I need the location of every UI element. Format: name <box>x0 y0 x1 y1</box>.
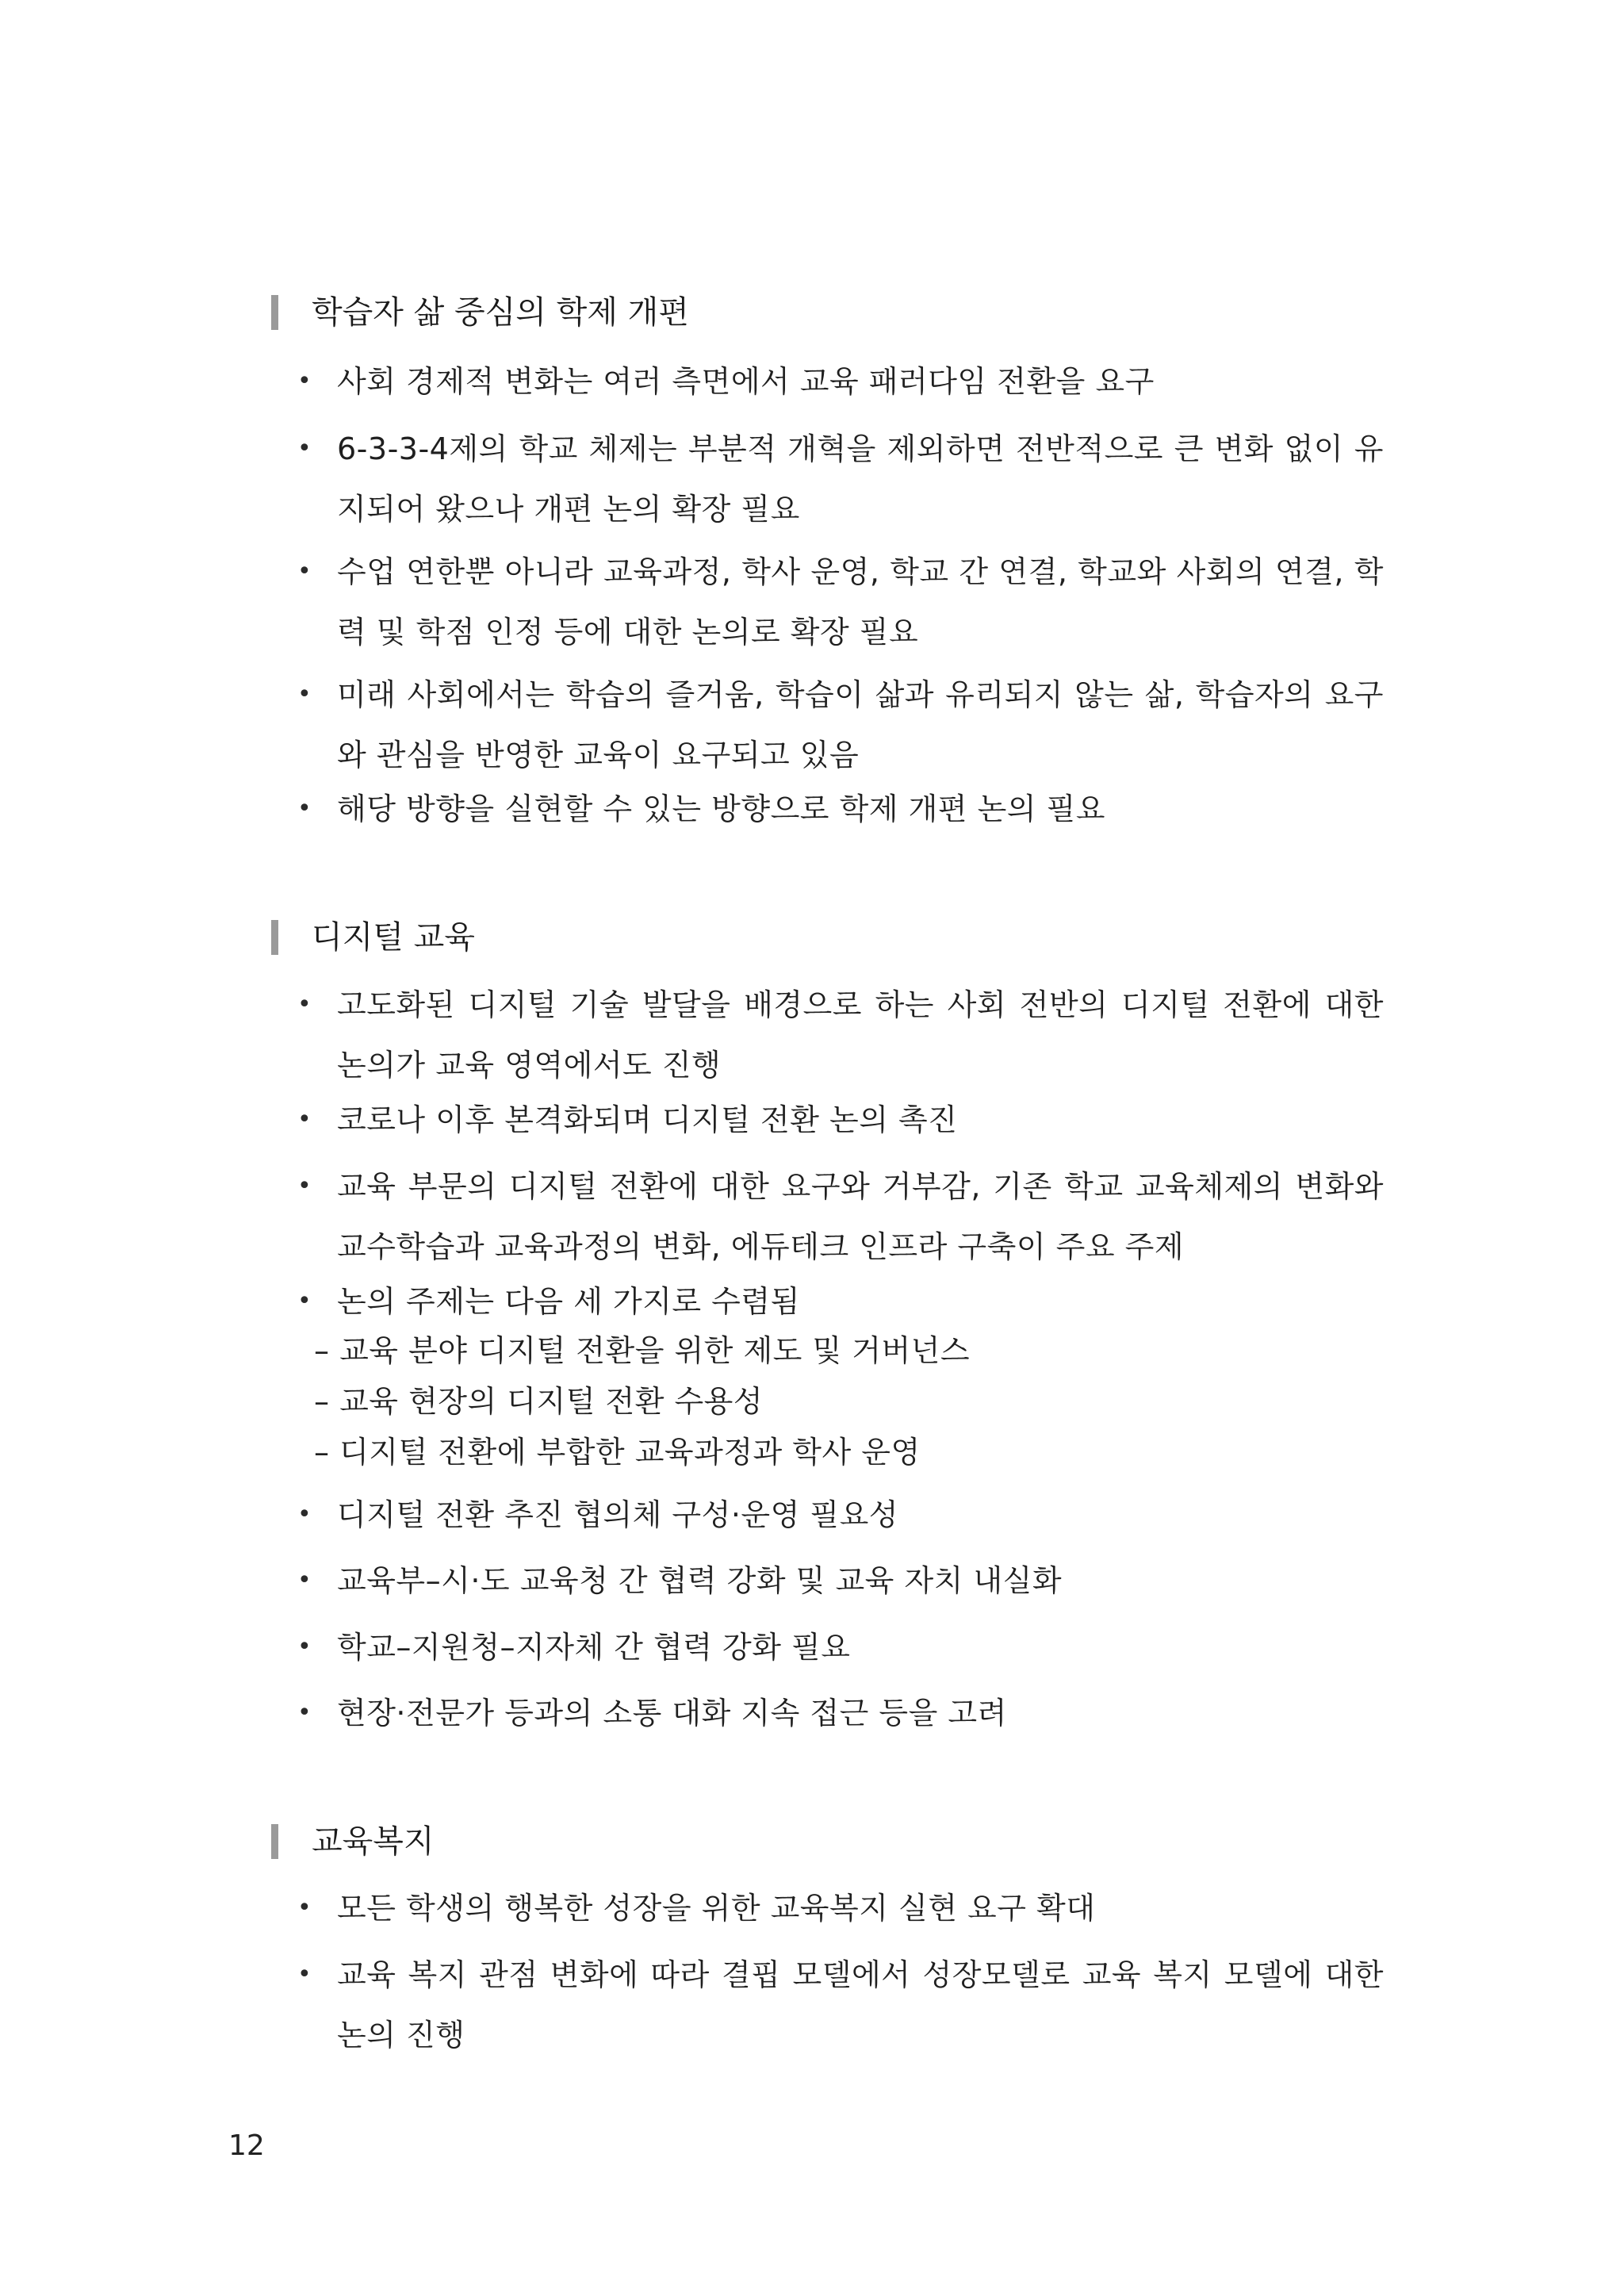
list-item <box>297 1271 1423 1332</box>
list-item-text: 교육부–시·도 교육청 간 협력 강화 및 교육 자치 내실화 <box>337 1563 1063 1598</box>
section-title: 디지털 교육 <box>312 919 475 956</box>
section-heading-digital-education <box>271 914 475 961</box>
list-item <box>297 1945 1423 2065</box>
bullet-icon: • <box>297 558 312 585</box>
section-title: 교육복지 <box>312 1823 435 1860</box>
list-item-text: 교육 복지 관점 변화에 따라 결핍 모델에서 성장모델로 교육 복지 모델에 대한 논의 진행 <box>337 1957 1384 2053</box>
list-item-text: 6-3-3-4제의 학교 체제는 부분적 개혁을 제외하면 전반적으로 큰 변화 없이 유지되어 왔으나 개편 논의 확장 필요 <box>337 431 1384 527</box>
bullet-icon: • <box>297 1287 312 1315</box>
bullet-icon: • <box>297 367 312 395</box>
list-item-text: 모든 학생의 행복한 성장을 위한 교육복지 실현 요구 확대 <box>337 1891 1096 1926</box>
list-item <box>297 1683 1423 1743</box>
list-item <box>297 351 1423 412</box>
bullet-icon: • <box>297 1172 312 1200</box>
bullet-icon: • <box>297 1633 312 1661</box>
bullet-icon: • <box>297 1961 312 1988</box>
sub-list-item: – 교육 현장의 디지털 전환 수용성 <box>314 1384 764 1419</box>
list-item <box>297 419 1423 539</box>
list-item <box>297 1617 1423 1677</box>
bullet-icon: • <box>297 1566 312 1594</box>
list-item-text: 고도화된 디지털 기술 발달을 배경으로 하는 사회 전반의 디지털 전환에 대한 논의가 교육 영역에서도 진행 <box>337 987 1384 1083</box>
bullet-icon: • <box>297 435 312 462</box>
list-item-text: 교육 부문의 디지털 전환에 대한 요구와 거부감, 기존 학교 교육체제의 변화와 교수학습과 교육과정의 변화, 에듀테크 인프라 구축이 주요 주제 <box>337 1169 1384 1264</box>
section-heading-education-welfare <box>271 1818 435 1865</box>
list-item-text: 현장·전문가 등과의 소통 대화 지속 접근 등을 고려 <box>337 1696 1007 1731</box>
section-heading-school-system <box>271 289 689 336</box>
list-item-text: 미래 사회에서는 학습의 즐거움, 학습이 삶과 유리되지 않는 삶, 학습자의 요구와 관심을 반영한 교육이 요구되고 있음 <box>337 677 1384 772</box>
page-number: 12 <box>228 2129 265 2162</box>
list-item <box>297 665 1423 785</box>
bullet-icon: • <box>297 1894 312 1922</box>
list-item <box>297 542 1423 662</box>
heading-bar-icon <box>271 920 278 955</box>
list-item-text: 해당 방향을 실현할 수 있는 방향으로 학제 개편 논의 필요 <box>337 792 1105 826</box>
list-item-text: 수업 연한뿐 아니라 교육과정, 학사 운영, 학교 간 연결, 학교와 사회의 연결, 학력 및 학점 인정 등에 대한 논의로 확장 필요 <box>337 554 1384 650</box>
list-item <box>297 1550 1423 1611</box>
list-item <box>297 1156 1423 1277</box>
list-item-text: 디지털 전환 추진 협의체 구성·운영 필요성 <box>337 1497 899 1532</box>
list-item <box>297 1090 1423 1150</box>
bullet-icon: • <box>297 1699 312 1727</box>
list-item-text: 사회 경제적 변화는 여러 측면에서 교육 패러다임 전환을 요구 <box>337 364 1155 399</box>
sub-list-item: – 교육 분야 디지털 전환을 위한 제도 및 거버넌스 <box>314 1333 971 1368</box>
list-item-text: 논의 주제는 다음 세 가지로 수렴됨 <box>337 1284 800 1319</box>
bullet-icon: • <box>297 1501 312 1528</box>
list-item-text: 학교–지원청–지자체 간 협력 강화 필요 <box>337 1630 851 1665</box>
bullet-icon: • <box>297 795 312 822</box>
bullet-icon: • <box>297 680 312 708</box>
section-title: 학습자 삶 중심의 학제 개편 <box>312 294 689 331</box>
list-item <box>297 1485 1423 1545</box>
heading-bar-icon <box>271 1824 278 1859</box>
list-item <box>297 975 1423 1095</box>
list-item <box>297 779 1423 839</box>
sub-list-item: – 디지털 전환에 부합한 교육과정과 학사 운영 <box>314 1435 921 1470</box>
list-item <box>297 1878 1423 1938</box>
bullet-icon: • <box>297 991 312 1018</box>
heading-bar-icon <box>271 295 278 330</box>
list-item-text: 코로나 이후 본격화되며 디지털 전환 논의 촉진 <box>337 1102 958 1137</box>
bullet-icon: • <box>297 1106 312 1133</box>
